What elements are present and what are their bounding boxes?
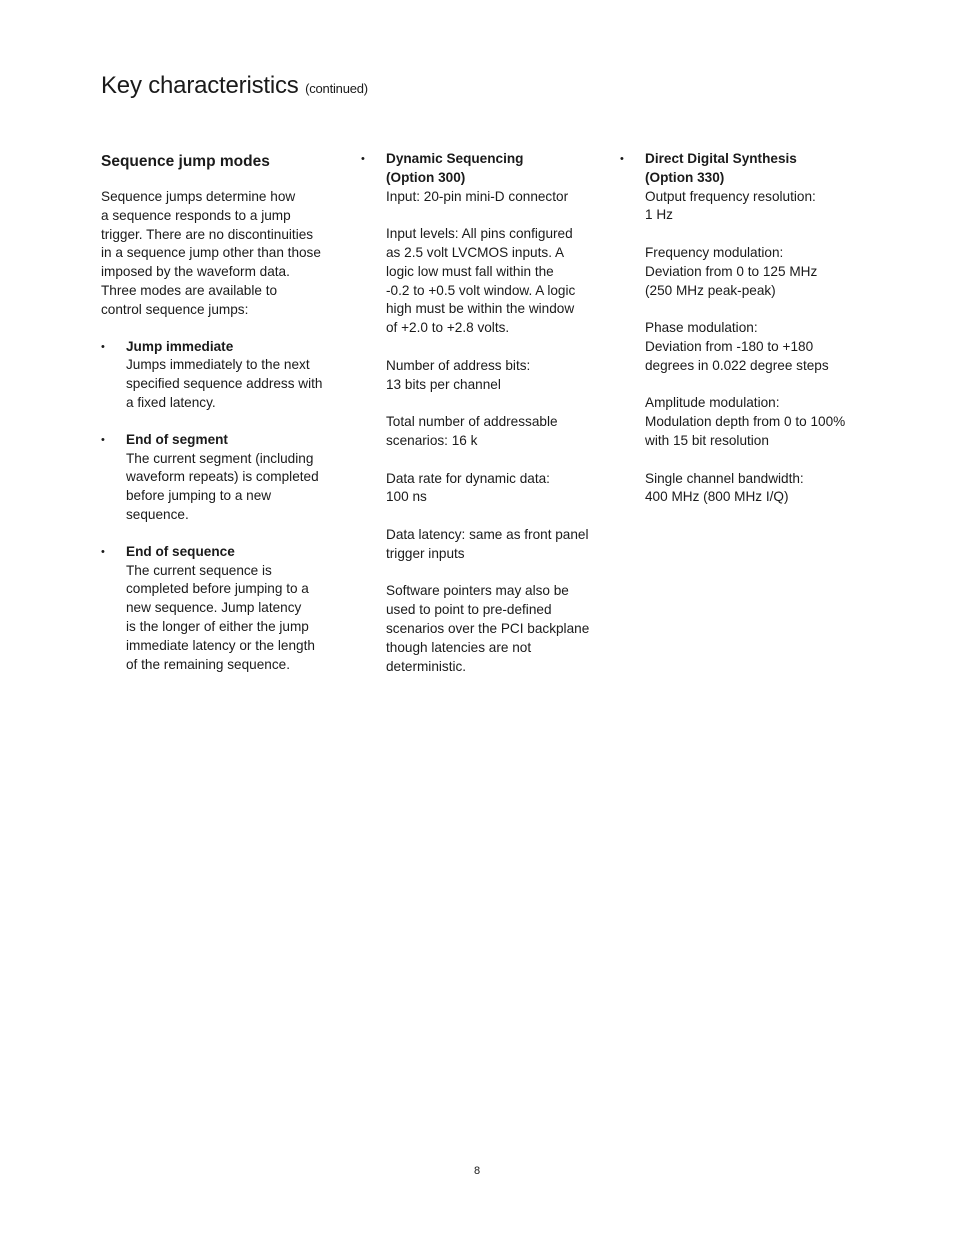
bullet-title: Dynamic Sequencing (Option 300) <box>386 151 524 185</box>
column-direct-digital-synthesis <box>620 150 860 507</box>
spec-paragraph: Input levels: All pins configured as 2.5 volt LVCMOS inputs. A logic low must fall within the -0.2 to +0.5 volt window. A logic high must be within the window of +2.0 to +2.8 volts. <box>386 226 576 336</box>
spec-paragraph: Output frequency resolution: 1 Hz <box>645 188 816 223</box>
section-heading: Sequence jump modes <box>101 153 270 170</box>
bullet-body: The current segment (including waveform repeats) is completed before jumping to a new sequence. <box>126 450 319 522</box>
spec-paragraph: Total number of addressable scenarios: 16 k <box>386 414 558 448</box>
bullet-title: End of segment <box>126 431 228 447</box>
bullet-direct-digital-synthesis <box>620 150 860 507</box>
bullet-marker: • <box>101 545 105 558</box>
page-title <box>101 72 368 100</box>
bullet-marker: • <box>101 340 105 353</box>
intro-paragraph: Sequence jumps determine how a sequence responds to a jump trigger. There are no discontinuities in a sequence jump other than those imposed by the waveform data. Three modes are available to control sequence jumps: <box>101 189 321 317</box>
spec-paragraph: Frequency modulation: Deviation from 0 to 125 MHz (250 MHz peak-peak) <box>645 244 818 298</box>
spec-paragraph: Data rate for dynamic data: 100 ns <box>386 470 550 505</box>
page-title-suffix: (continued) <box>305 81 368 96</box>
column-sequence-jump-modes <box>101 150 336 674</box>
spec-paragraph: Software pointers may also be used to point to pre-defined scenarios over the PCI backplane though latencies are not deterministic. <box>386 583 590 674</box>
bullet-end-of-sequence <box>101 543 336 675</box>
column-dynamic-sequencing <box>361 150 601 676</box>
bullet-title: End of sequence <box>126 543 235 559</box>
bullet-body: The current sequence is completed before jumping to a new sequence. Jump latency is the longer of either the jump immediate latency or the length of the remaining sequence. <box>126 562 315 672</box>
bullet-marker: • <box>101 433 105 446</box>
spec-paragraph: Number of address bits: 13 bits per channel <box>386 357 531 392</box>
bullet-marker: • <box>361 153 365 165</box>
page-title-text: Key characteristics <box>101 72 299 99</box>
bullet-jump-immediate <box>101 338 336 413</box>
spec-paragraph: Data latency: same as front panel trigger inputs <box>386 526 589 561</box>
bullet-end-of-segment <box>101 431 336 525</box>
page-number: 8 <box>473 1165 481 1177</box>
bullet-title: Direct Digital Synthesis (Option 330) <box>645 151 797 185</box>
bullet-body: Jumps immediately to the next specified sequence address with a fixed latency. <box>126 357 323 410</box>
bullet-title: Jump immediate <box>126 338 234 354</box>
spec-paragraph: Amplitude modulation: Modulation depth from 0 to 100% with 15 bit resolution <box>645 395 846 448</box>
spec-paragraph: Input: 20-pin mini-D connector <box>386 188 569 204</box>
bullet-dynamic-sequencing <box>361 150 601 676</box>
spec-paragraph: Phase modulation: Deviation from -180 to +180 degrees in 0.022 degree steps <box>645 320 829 373</box>
spec-paragraph: Single channel bandwidth: 400 MHz (800 MHz I/Q) <box>645 470 804 505</box>
bullet-marker: • <box>620 153 624 165</box>
